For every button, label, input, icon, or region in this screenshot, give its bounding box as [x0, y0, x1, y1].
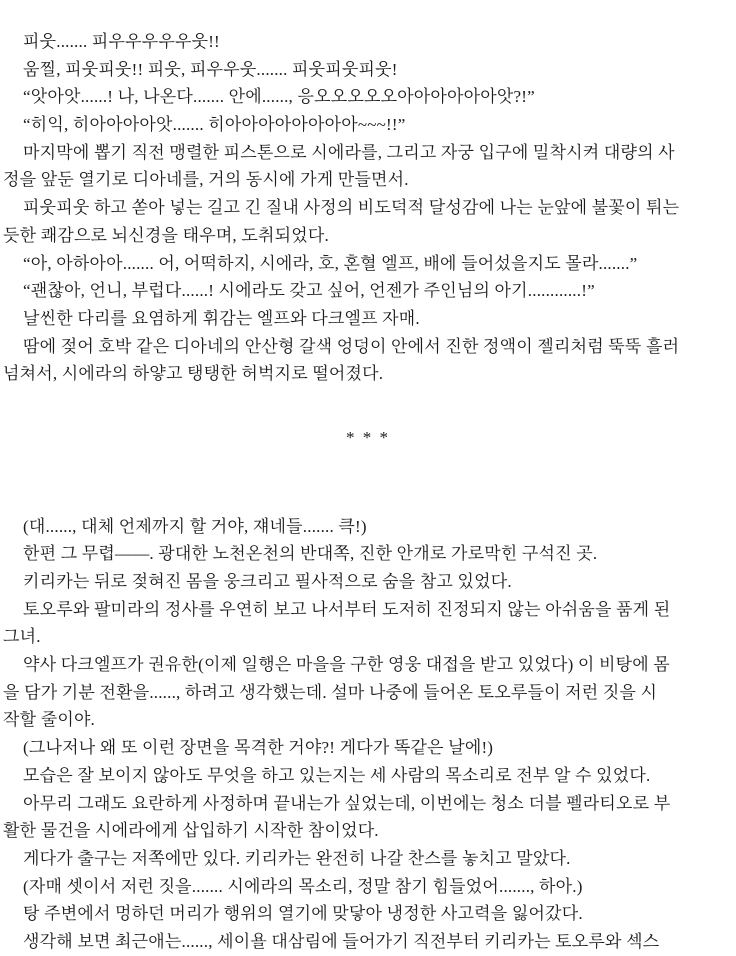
text-line: “히익, 히아아아아앗....... 히아아아아아아아아~~~!!” — [23, 115, 406, 135]
text-line: 생각해 보면 최근애는......, 세이욜 대삼림에 들어가기 직전부터 키리카는 토오루와 섹스 — [23, 931, 660, 951]
text-line: 키리카는 뒤로 젖혀진 몸을 웅크리고 필사적으로 숨을 참고 있었다. — [23, 572, 512, 591]
text-line: 마지막에 뽑기 직전 맹렬한 피스톤으로 시에라를, 그리고 자궁 입구에 밀착시켜 대량의 사 — [23, 142, 675, 162]
text-line: “괜찮아, 언니, 부럽다......! 시에라도 갖고 싶어, 언젠가 주인님의 아기............!” — [23, 281, 595, 301]
text-line: 듯한 쾌감으로 뇌신경을 태우며, 도취되었다. — [3, 225, 329, 245]
text-line: “앗아앗......! 나, 나온다....... 안에......, 응오오오오오아아아아아아앗?!” — [23, 87, 535, 107]
text-line: 넘쳐서, 시에라의 하얗고 탱탱한 허벅지로 떨어졌다. — [3, 364, 384, 384]
text-line: 을 담가 기분 전환을......, 하려고 생각했는데. 설마 나중에 들어온 토오루들이 저런 짓을 시 — [3, 682, 658, 702]
text-line: 활한 물건을 시에라에게 삽입하기 시작한 참이었다. — [3, 821, 379, 841]
text-line: 약사 다크엘프가 권유한(이제 일행은 마을을 구한 영웅 대접을 받고 있었다) 이 비탕에 몸 — [23, 655, 670, 675]
text-line: 모습은 잘 보이지 않아도 무엇을 하고 있는지는 세 사람의 목소리로 전부 알 수 있었다. — [23, 765, 651, 785]
text-line: 탕 주변에서 멍하던 머리가 행위의 열기에 맞닿아 냉정한 사고력을 잃어갔다. — [23, 904, 583, 924]
text-line: 땀에 젖어 호박 같은 디아네의 안산형 갈색 엉덩이 안에서 진한 정액이 젤리처럼 뚝뚝 흘러 — [23, 336, 680, 356]
text-line: 토오루와 팔미라의 정사를 우연히 보고 나서부터 도저히 진정되지 않는 아쉬움을 품게 된 — [23, 599, 671, 619]
text-line: 한편 그 무렵——. 광대한 노천온천의 반대쪽, 진한 안개로 가로막힌 구석진 곳. — [23, 544, 598, 564]
text-line: 날씬한 다리를 요염하게 휘감는 엘프와 다크엘프 자매. — [23, 308, 420, 328]
text-line: 게다가 출구는 저쪽에만 있다. 키리카는 완전히 나갈 찬스를 놓치고 말았다. — [23, 848, 571, 868]
text-line: 작할 줄이야. — [3, 710, 96, 730]
text-line: 움찔, 피웃피웃!! 피웃, 피우우웃....... 피웃피웃피웃! — [23, 59, 398, 79]
text-line: (자매 셋이서 저런 짓을....... 시에라의 목소리, 정말 참기 힘들었어......., 하아.) — [23, 876, 583, 896]
text-line: “아, 아하아아....... 어, 어떡하지, 시에라, 호, 혼혈 엘프, 배에 들어섰을지도 몰라.......” — [23, 253, 638, 273]
text-section-1 — [3, 28, 733, 388]
text-line: 피웃....... 피우우우우우웃!! — [23, 32, 220, 51]
text-line: (그나저나 왜 또 이런 장면을 목격한 거야?! 게다가 똑같은 날에!) — [23, 738, 494, 758]
text-section-2 — [3, 513, 733, 956]
scene-divider: * * * — [346, 427, 390, 447]
text-line: 피웃피웃 하고 쏟아 넣는 길고 긴 질내 사정의 비도덕적 달성감에 나는 눈앞에 불꽃이 튀는 — [23, 198, 680, 218]
text-line: 정을 앞둔 열기로 디아네를, 거의 동시에 가게 만들면서. — [3, 170, 409, 190]
text-line: 그녀. — [3, 627, 41, 647]
text-line: 아무리 그래도 요란하게 사정하며 끝내는가 싶었는데, 이번에는 청소 더블 펠라티오로 부 — [23, 793, 671, 813]
text-line: (대......, 대체 언제까지 할 거야, 쟤네들....... 큭!) — [23, 516, 367, 536]
